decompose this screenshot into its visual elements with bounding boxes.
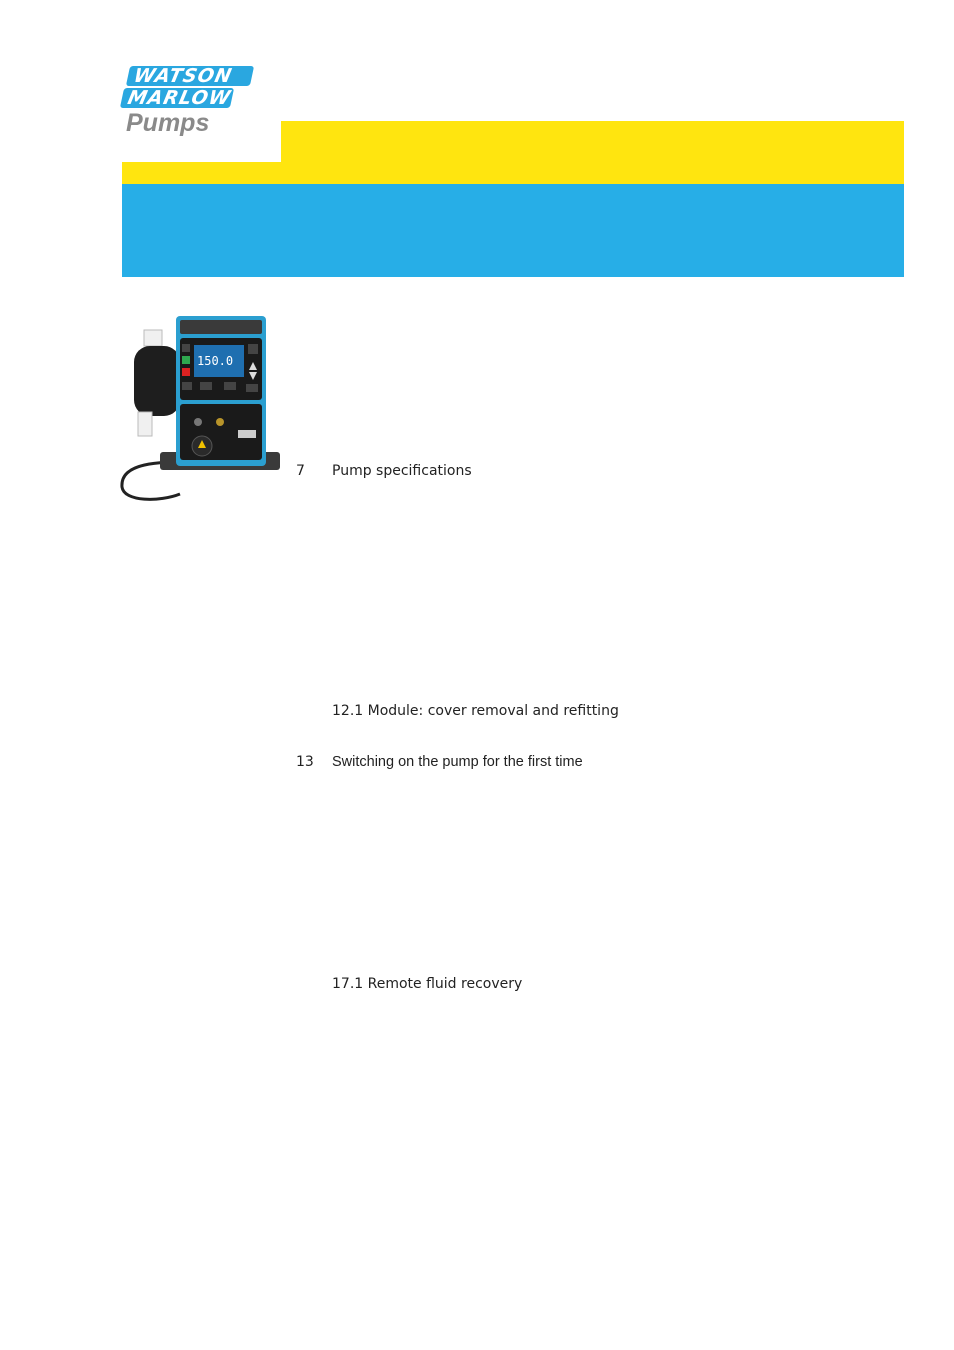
toc-number: 13: [296, 754, 314, 770]
toc-subentry-17-1[interactable]: 17.1 Remote fluid recovery: [332, 976, 523, 992]
pump-display-reading: 150.0: [197, 354, 234, 368]
watson-marlow-logo: [122, 66, 257, 148]
pump-product-image: [120, 312, 285, 504]
logo-line-marlow: MARLOW: [120, 88, 234, 108]
header-band-blue: [122, 184, 904, 277]
logo-line-pumps: Pumps: [126, 109, 210, 137]
header-band-yellow: [281, 121, 904, 185]
header-band-yellow-left: [122, 162, 282, 185]
logo-line-watson: WATSON: [126, 66, 254, 86]
toc-title: Switching on the pump for the first time: [332, 754, 583, 770]
toc-subentry-12-1[interactable]: 12.1 Module: cover removal and refitting: [332, 703, 619, 719]
toc-title: Pump specifications: [332, 463, 472, 479]
toc-number: 7: [296, 463, 305, 479]
